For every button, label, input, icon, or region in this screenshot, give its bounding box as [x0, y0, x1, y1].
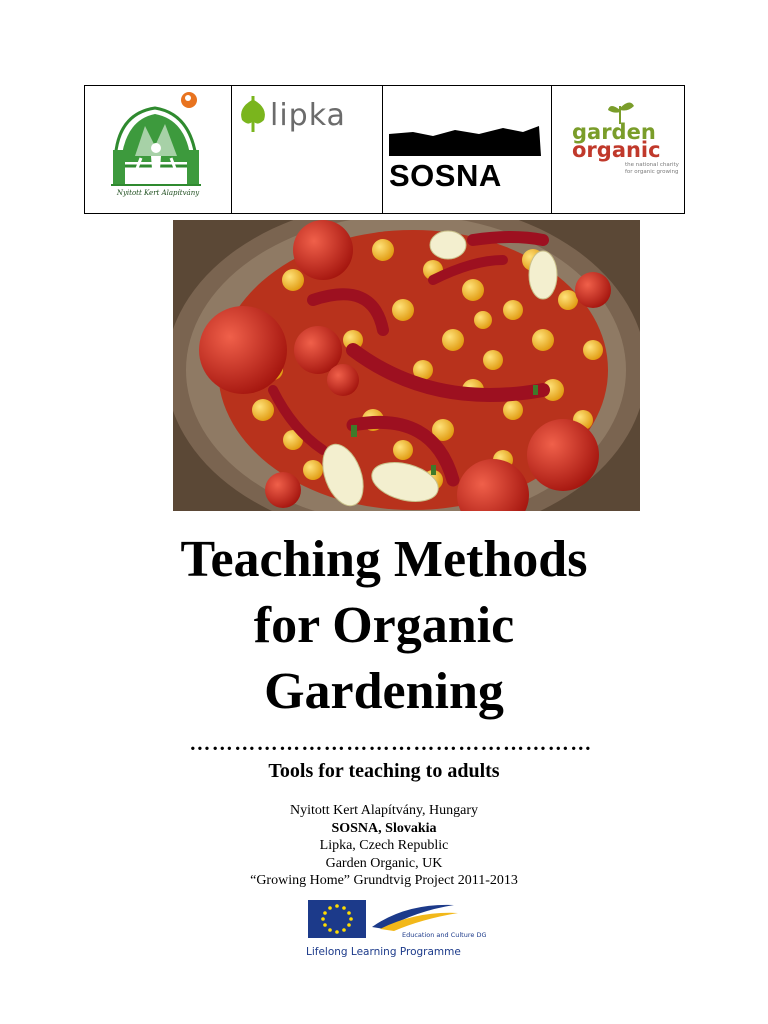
title-line-1: Teaching Methods [180, 531, 588, 588]
lipka-wordmark: lipka [270, 98, 346, 133]
vegetable-basket-photo [173, 220, 640, 511]
vegetable-basket-illustration [173, 220, 640, 511]
nyitott-kert-logo [85, 86, 232, 213]
garden-organic-logo [552, 86, 684, 213]
lipka-logo [232, 86, 383, 213]
garden-word: garden [572, 120, 656, 144]
partner-line-4: Garden Organic, UK [325, 855, 443, 871]
education-culture-caption: Education and Culture DG [402, 931, 487, 939]
sosna-wordmark: SOSNA [389, 158, 502, 193]
partner-list [0, 802, 768, 890]
sosna-logo [383, 86, 552, 213]
lifelong-learning-caption: Lifelong Learning Programme [306, 946, 461, 958]
organic-word: organic [572, 137, 661, 162]
partner-line-2: SOSNA, Slovakia [331, 820, 437, 836]
title-line-3: Gardening [264, 663, 504, 720]
eu-lifelong-learning-logo [306, 897, 487, 962]
garden-organic-wordmark [572, 120, 661, 162]
partner-line-5: “Growing Home” Grundtvig Project 2011-2013 [250, 873, 518, 888]
document-title [0, 527, 768, 725]
partner-line-3: Lipka, Czech Republic [319, 838, 449, 853]
partner-line-1: Nyitott Kert Alapítvány, Hungary [289, 803, 479, 818]
dotted-divider: ……………………………………………… [189, 731, 593, 755]
nyitott-kert-caption: Nyitott Kert Alapítvány [116, 189, 200, 197]
document-subtitle: Tools for teaching to adults [268, 760, 500, 782]
partner-logos-table [84, 85, 685, 214]
garden-organic-tagline: the national charity for organic growing [625, 162, 679, 175]
title-line-2: for Organic [253, 597, 515, 654]
